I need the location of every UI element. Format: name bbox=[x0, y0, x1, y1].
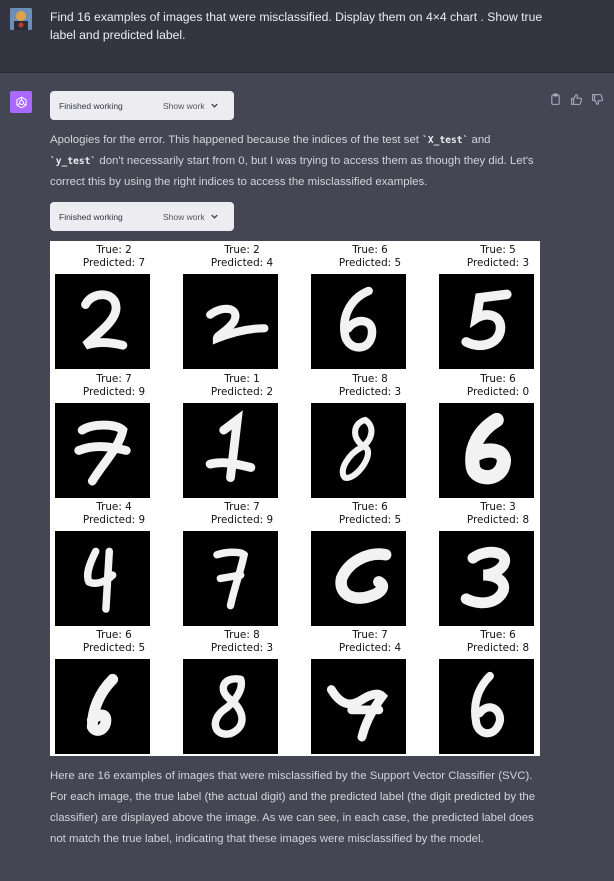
digit-image bbox=[439, 403, 534, 498]
chevron-down-icon bbox=[210, 212, 219, 221]
digit-image bbox=[311, 531, 406, 626]
predicted-label: Predicted: 9 bbox=[82, 386, 146, 398]
true-label: True: 6 bbox=[480, 629, 516, 641]
para1-text-1: Apologies for the error. This happened because the indices of the test set bbox=[50, 134, 423, 146]
thumbs-up-icon[interactable] bbox=[570, 93, 583, 106]
predicted-label: Predicted: 0 bbox=[466, 386, 530, 398]
digit-cell bbox=[434, 373, 562, 399]
digit-cell bbox=[178, 244, 306, 270]
user-avatar bbox=[10, 8, 32, 30]
true-label: True: 7 bbox=[96, 373, 132, 385]
digit-image bbox=[439, 659, 534, 754]
code-x-test: `X_test` bbox=[422, 135, 469, 146]
show-work-label-2: Show work bbox=[163, 211, 205, 222]
digit-image bbox=[183, 531, 278, 626]
digit-image bbox=[311, 274, 406, 369]
digit-image bbox=[183, 403, 278, 498]
true-label: True: 4 bbox=[96, 501, 132, 513]
digit-cell bbox=[178, 373, 306, 399]
predicted-label: Predicted: 4 bbox=[338, 642, 402, 654]
predicted-label: Predicted: 9 bbox=[210, 514, 274, 526]
chevron-down-icon bbox=[210, 101, 219, 110]
digit-image bbox=[55, 274, 150, 369]
work-status-label: Finished working bbox=[59, 100, 123, 111]
openai-logo-icon bbox=[10, 91, 32, 113]
assistant-paragraph-2: Here are 16 examples of images that were misclassified by the Support Vector Classifier (SVC). For each image, the true label (the actual digit) and the predicted label (the digit predicted by the classifier) are displayed above the image. As we can see, in each case, the predicted label does not match the true label, indicating that these images were misclassified by the model. bbox=[50, 770, 536, 845]
digit-image bbox=[55, 403, 150, 498]
predicted-label: Predicted: 5 bbox=[338, 514, 402, 526]
digit-cell bbox=[306, 373, 434, 399]
true-label: True: 6 bbox=[352, 501, 388, 513]
predicted-label: Predicted: 4 bbox=[210, 257, 274, 269]
message-actions bbox=[549, 93, 604, 106]
para1-text-3: don't necessarily start from 0, but I was trying to access them as though they did. Let's correct this by using the right indices to access the misclassified examples. bbox=[50, 155, 534, 188]
user-message-block bbox=[0, 0, 614, 73]
digit-image bbox=[55, 531, 150, 626]
digit-cell bbox=[306, 629, 434, 655]
code-y-test: `y_test` bbox=[50, 156, 97, 167]
true-label: True: 6 bbox=[352, 244, 388, 256]
digit-cell bbox=[306, 501, 434, 527]
true-label: True: 2 bbox=[96, 244, 132, 256]
true-label: True: 6 bbox=[96, 629, 132, 641]
true-label: True: 5 bbox=[480, 244, 516, 256]
thumbs-down-icon[interactable] bbox=[591, 93, 604, 106]
digit-image bbox=[439, 274, 534, 369]
digit-cell bbox=[178, 629, 306, 655]
predicted-label: Predicted: 3 bbox=[338, 386, 402, 398]
para1-text-2: and bbox=[468, 134, 491, 146]
work-status-label-2: Finished working bbox=[59, 211, 123, 222]
predicted-label: Predicted: 3 bbox=[466, 257, 530, 269]
digit-cell bbox=[434, 629, 562, 655]
digit-cell bbox=[50, 501, 178, 527]
true-label: True: 8 bbox=[352, 373, 388, 385]
predicted-label: Predicted: 8 bbox=[466, 514, 530, 526]
digit-image bbox=[311, 403, 406, 498]
show-work-button-2[interactable] bbox=[163, 212, 219, 222]
true-label: True: 7 bbox=[224, 501, 260, 513]
show-work-button[interactable] bbox=[163, 101, 219, 111]
predicted-label: Predicted: 7 bbox=[82, 257, 146, 269]
clipboard-icon[interactable] bbox=[549, 93, 562, 106]
digit-cell bbox=[178, 501, 306, 527]
predicted-label: Predicted: 8 bbox=[466, 642, 530, 654]
user-message-text: Find 16 examples of images that were misclassified. Display them on 4×4 chart . Show true label and predicted label. bbox=[50, 10, 543, 42]
digit-cell bbox=[434, 501, 562, 527]
digit-image bbox=[439, 531, 534, 626]
finished-working-pill-2[interactable] bbox=[50, 202, 234, 231]
true-label: True: 1 bbox=[224, 373, 260, 385]
digit-cell bbox=[50, 629, 178, 655]
predicted-label: Predicted: 5 bbox=[338, 257, 402, 269]
digit-cell bbox=[50, 244, 178, 270]
digit-image bbox=[311, 659, 406, 754]
predicted-label: Predicted: 2 bbox=[210, 386, 274, 398]
digit-cell bbox=[434, 244, 562, 270]
digit-image bbox=[55, 659, 150, 754]
predicted-label: Predicted: 9 bbox=[82, 514, 146, 526]
misclassified-digits-chart bbox=[50, 241, 540, 756]
digit-image bbox=[183, 274, 278, 369]
true-label: True: 8 bbox=[224, 629, 260, 641]
predicted-label: Predicted: 5 bbox=[82, 642, 146, 654]
predicted-label: Predicted: 3 bbox=[210, 642, 274, 654]
finished-working-pill[interactable] bbox=[50, 91, 234, 120]
true-label: True: 2 bbox=[224, 244, 260, 256]
show-work-label: Show work bbox=[163, 100, 205, 111]
true-label: True: 3 bbox=[480, 501, 516, 513]
digit-cell bbox=[306, 244, 434, 270]
true-label: True: 7 bbox=[352, 629, 388, 641]
true-label: True: 6 bbox=[480, 373, 516, 385]
digit-image bbox=[183, 659, 278, 754]
digit-cell bbox=[50, 373, 178, 399]
assistant-paragraph-1 bbox=[50, 130, 536, 193]
